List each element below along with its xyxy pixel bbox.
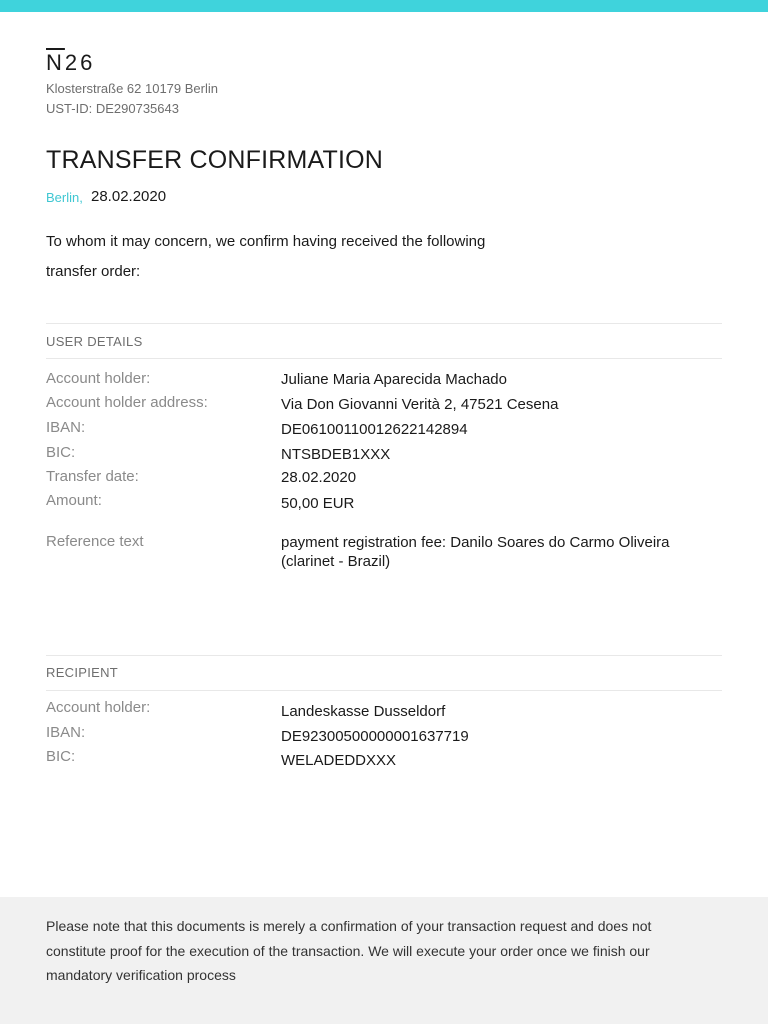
detail-label: BIC: [46, 444, 76, 461]
user-details-heading: USER DETAILS [46, 334, 143, 349]
recipient-value: DE92300500000001637719 [281, 728, 469, 745]
detail-label: Account holder address: [46, 394, 208, 411]
intro-line-2: transfer order: [46, 263, 141, 280]
footer-line-2: constitute proof for the execution of the transaction. We will execute your order once we finish our [46, 943, 650, 959]
footer-notice [0, 897, 768, 1024]
detail-value: payment registration fee: Danilo Soares do Carmo Oliveira (clarinet - Brazil) [281, 534, 670, 570]
detail-label: Transfer date: [46, 468, 139, 485]
detail-label: IBAN: [46, 419, 86, 436]
footer-line-1: Please note that this documents is merely a confirmation of your transaction request and does not [46, 918, 652, 934]
divider [46, 358, 722, 359]
detail-value: Juliane Maria Aparecida Machado [281, 371, 507, 388]
detail-value: 28.02.2020 [281, 469, 357, 486]
recipient-value: WELADEDDXXX [281, 752, 397, 769]
detail-value: Via Don Giovanni Verità 2, 47521 Cesena [281, 396, 559, 413]
company-vat-id: UST-ID: DE290735643 [46, 101, 179, 116]
detail-label: Reference text [46, 533, 144, 550]
detail-value: NTSBDEB1XXX [281, 446, 391, 463]
intro-line-1: To whom it may concern, we confirm having received the following [46, 233, 486, 250]
top-accent-bar [0, 0, 768, 12]
recipient-label: IBAN: [46, 724, 86, 741]
divider [46, 690, 722, 691]
logo-n: $\overline{N}$ [46, 50, 65, 75]
n26-logo [46, 50, 95, 76]
recipient-heading: RECIPIENT [46, 665, 119, 680]
divider [46, 323, 722, 324]
footer-line-3: mandatory verification process [46, 967, 236, 983]
page-title: TRANSFER CONFIRMATION [46, 146, 384, 174]
detail-label: Amount: [46, 492, 102, 509]
issue-place: Berlin, [46, 190, 83, 205]
company-address: Klosterstraße 62 10179 Berlin [46, 81, 218, 96]
recipient-value: Landeskasse Dusseldorf [281, 703, 446, 720]
recipient-label: Account holder: [46, 699, 151, 716]
divider [46, 655, 722, 656]
detail-value: 50,00 EUR [281, 495, 355, 512]
recipient-label: BIC: [46, 748, 76, 765]
detail-label: Account holder: [46, 370, 151, 387]
detail-value: DE06100110012622142894 [281, 421, 468, 438]
issue-date: 28.02.2020 [91, 188, 167, 205]
logo-number: 26 [64, 50, 96, 75]
